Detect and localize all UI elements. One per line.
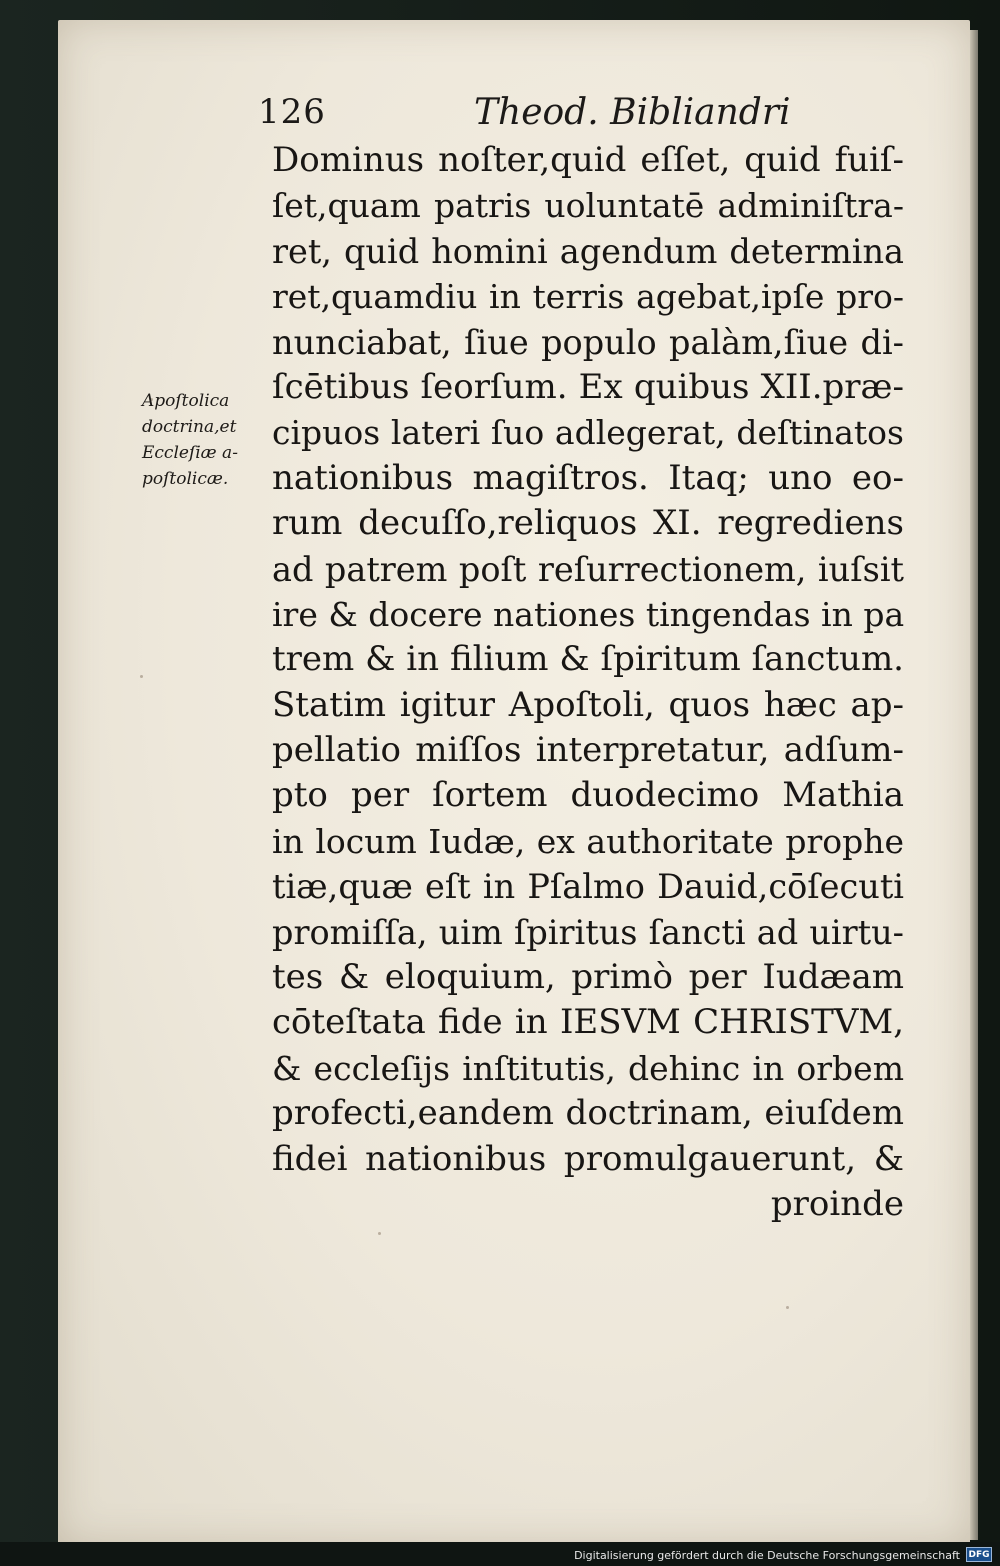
text-line: ad patrem poſt reſurrectionem, iuſsit: [272, 549, 904, 589]
text-line: nunciabat, ſiue populo palàm,ſiue di-: [272, 322, 904, 362]
text-line: ſcētibus ſeorſum. Ex quibus XII.præ-: [272, 366, 904, 407]
margin-note-line: poſtolicæ.: [142, 469, 229, 489]
page-number: 126: [258, 92, 326, 132]
running-head-title: Theod. Bibliandri: [474, 92, 791, 133]
paper-speck: [786, 1306, 789, 1309]
text-line: ſet,quam patris uoluntatē adminiſtra-: [272, 186, 904, 226]
paper-speck: [378, 1232, 381, 1235]
text-line: ire & docere nationes tingendas in pa: [272, 594, 905, 634]
margin-note-line: Apoſtolica: [142, 391, 230, 411]
page-edge: [970, 30, 978, 1540]
text-line: ret, quid homini agendum determina: [272, 231, 904, 271]
text-line: cōteſtata fide in IESVM CHRISTVM,: [272, 1002, 904, 1043]
text-line: in locum Iudæ, ex authoritate prophe: [272, 821, 904, 861]
margin-note-line: doctrina,et: [142, 417, 237, 437]
text-line: & eccleſijs inſtitutis, dehinc in orbem: [272, 1048, 904, 1088]
catchword: proinde: [770, 1183, 904, 1224]
margin-note: [142, 388, 270, 492]
margin-note-line: Eccleſiæ a-: [142, 443, 238, 463]
text-line: promiſſa, uim ſpiritus ſancti ad uirtu-: [272, 912, 904, 952]
text-line: Statim igitur Apoſtoli, quos hæc ap-: [272, 684, 904, 725]
paper-speck: [140, 675, 143, 678]
text-line: fidei nationibus promulgauerunt, &: [272, 1138, 904, 1179]
text-line: ret,quamdiu in terris agebat,ipſe pro-: [272, 277, 904, 317]
body-text: [272, 138, 904, 1227]
footer-bar: [0, 1542, 1000, 1566]
text-line: profecti,eandem doctrinam, eiuſdem: [272, 1093, 904, 1134]
text-line: rum decuſſo,reliquos XI. regrediens: [272, 503, 904, 544]
text-line: tiæ,quæ eſt in Pſalmo Dauid,cōſecuti: [272, 867, 904, 907]
text-line: trem & in filium & ſpiritum ſanctum.: [272, 639, 904, 680]
text-line: nationibus magiſtros. Itaq; uno eo-: [272, 457, 904, 498]
text-line: Dominus noſter,quid eſſet, quid fuiſ-: [272, 140, 904, 180]
funding-credit: Digitalisierung gefördert durch die Deutsche Forschungsgemeinschaft: [574, 1549, 960, 1562]
text-line: cipuos lateri ſuo adlegerat, deſtinatos: [272, 413, 904, 453]
text-line: pto per ſortem duodecimo Mathia: [272, 775, 904, 816]
text-line: pellatio miſſos interpretatur, adſum-: [272, 730, 904, 771]
dfg-logo-icon: DFG: [966, 1547, 992, 1562]
text-line: tes & eloquium, primò per Iudæam: [272, 957, 904, 998]
